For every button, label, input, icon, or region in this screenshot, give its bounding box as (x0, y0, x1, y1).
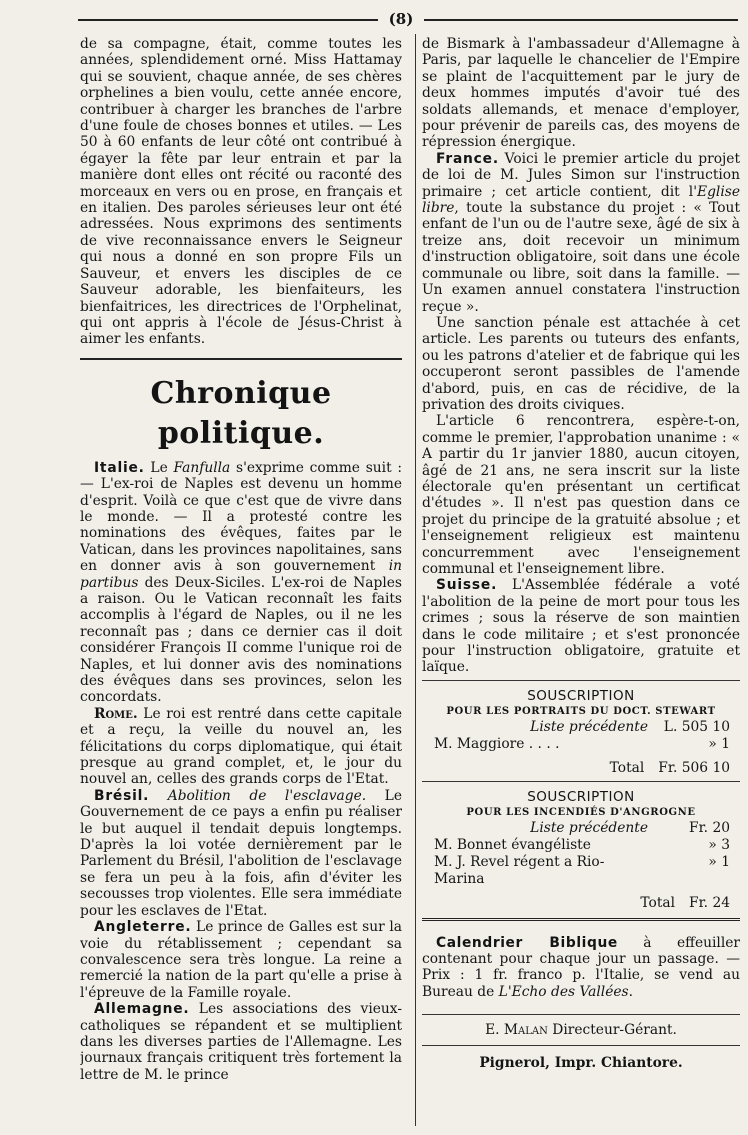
bresil-heading: Brésil. (94, 787, 150, 804)
sanction-paragraph: Une sanction pénale est attachée à cet article. Les parents ou tuteurs des enfants, ou les patrons d'atelier et de fabrique qui les occuperont seront passibles de l'amende d'abord, puis, en cas de récidive, de la privation des droits civiques. (422, 314, 740, 413)
subscription-stewart (422, 687, 740, 719)
calendar-notice: Calendrier Biblique à effeuiller contenant pour chaque jour un passage. — Prix : 1 fr. franco p. l'Italie, se vend au Bureau de L'Echo des Vallées. (422, 934, 740, 1000)
column-divider (415, 34, 416, 1126)
bresil-paragraph: Brésil. Abolition de l'esclavage. Le Gouvernement de ce pays a enfin pu réaliser le but auquel il tendait depuis longtemps. D'après la loi votée dernièrement par le Parlement du Brésil, l'abolition de l'esclavage se fera un peu à la fois, afin d'éviter les secousses trop violentes. Elle sera immédiate pour les esclaves de l'Etat. (80, 787, 402, 919)
subscription-title: SOUSCRIPTION (527, 788, 635, 805)
subscription-angrogne (422, 788, 740, 820)
angleterre-heading: Angleterre. (94, 919, 192, 936)
total-row: Total Fr. 24 (640, 894, 730, 911)
header-rule-left (78, 19, 378, 21)
separator (422, 781, 740, 782)
italie-paragraph: Italie. Le Fanfulla s'exprime comme suit : — L'ex-roi de Naples est devenu un homme d'esprit. Voilà ce que c'est que de vivre dans le monde. — Il a protesté contre les nominations des évêques, faites par le Vatican, dans les provinces napolitaines, sans en donner avis à son gouvernement in partibus des Deux-Siciles. L'ex-roi de Naples a raison. Ou le Vatican reconnaît les faits accomplis à l'égard de Naples, ou il ne les reconnaît pas ; dans ce dernier cas il doit considérer François II comme l'unique roi de Naples, et lui donner avis des nominations des évêques dans ses provinces, selon les concordats. (80, 459, 402, 706)
subscription-subtitle: POUR LES PORTRAITS DU DOCT. STEWART (446, 705, 716, 717)
orphanage-paragraph: de sa compagne, était, comme toutes les années, splendidement orné. Miss Hattamay qui se souvient, chaque année, de ses chères orphelines a bien voulu, cette année encore, contribuer à charger les branches de l'arbre d'une foule de choses bonnes et utiles. — Les 50 à 60 enfants de leur côté ont contribué à égayer la fête par leur entrain et par la manière dont elles ont récité ou raconté des morceaux en vers ou en prose, en français et en italien. Des paroles sérieuses leur ont été adressées. Nous exprimons des sentiments de vive reconnaissance envers le Seigneur qui nous a donné en son propre Fils un Sauveur, et envers les disciples de ce Sauveur adorable, les bienfaiteurs, les bienfaitrices, les directrices de l'Orphelinat, qui ont appris à l'école de Jésus-Christ à aimer les enfants. (80, 36, 402, 348)
donor-row: M. Bonnet évangéliste » 3 (434, 836, 730, 853)
bismark-paragraph: de Bismark à l'ambassadeur d'Allemagne à Paris, par laquelle le chancelier de l'Empire se plaint de l'acquittement par le jury de deux hommes imputés d'avoir tué des soldats allemands, et menace d'employer, pour prévenir de pareils cas, des moyens de répression énergique. (422, 36, 740, 151)
header-rule-right (424, 19, 738, 21)
article6-paragraph: L'article 6 rencontrera, espère-t-on, comme le premier, l'approbation unanime : « A partir du 1r janvier 1880, aucun citoyen, âgé de 21 ans, ne sera inscrit sur la liste électorale qu'en présentant un certificat d'études ». Il n'est pas question dans ce projet du principe de la gratuité absolue ; et l'enseignement religieux est maintenu concurremment avec l'enseignement communal et l'enseignement libre. (422, 413, 740, 577)
subscription-subtitle: POUR LES INCENDIÉS D'ANGROGNE (466, 806, 696, 818)
right-column (422, 36, 740, 1072)
france-heading: France. (436, 150, 499, 167)
allemagne-paragraph: Allemagne. Les associations des vieux-catholiques se répandent et se multiplient dans les diverses parties de l'Allemagne. Les journaux français critiquent très fortement la lettre de M. le prince (80, 1001, 402, 1083)
suisse-paragraph: Suisse. L'Assemblée fédérale a voté l'abolition de la peine de mort pour tous les crimes ; sous la réserve de son maintien dans le code militaire ; et s'est prononcée pour l'instruction obligatoire, gratuite et laïque. (422, 577, 740, 676)
france-paragraph: France. Voici le premier article du projet de loi de M. Jules Simon sur l'instruction primaire ; cet article contient, dit l'Eglise libre, toute la substance du projet : « Tout enfant de l'un ou de l'autre sexe, âgé de six à treize ans, doit recevoir un minimum d'instruction obligatoire, soit dans une école communale ou libre, soit dans la famille. — Un examen annuel constatera l'instruction reçue ». (422, 150, 740, 315)
double-rule (422, 918, 740, 921)
separator (422, 1045, 740, 1046)
allemagne-heading: Allemagne. (94, 1001, 190, 1018)
left-column (80, 36, 402, 1083)
rome-heading: Rome. (94, 705, 138, 722)
donor-row: M. J. Revel régent a Rio-Marina » 1 (434, 853, 730, 887)
previous-list-row: Liste précédente Fr. 20 (530, 819, 730, 836)
suisse-heading: Suisse. (436, 577, 498, 594)
italie-heading: Italie. (94, 459, 145, 476)
previous-list-row: Liste précédente L. 505 10 (530, 718, 730, 735)
total-row: Total Fr. 506 10 (609, 759, 730, 776)
separator (422, 1014, 740, 1015)
separator (422, 680, 740, 681)
printer-line: Pignerol, Impr. Chiantore. (479, 1055, 683, 1072)
manager-name: E. Malan (485, 1022, 548, 1039)
rome-paragraph: Rome. Le roi est rentré dans cette capitale et a reçu, la veille du nouvel an, les félicitations du corps diplomatique, qui était presque au grand complet, et, le jour du nouvel an, celles des grands corps de l'Etat. (80, 705, 402, 788)
subscription-title: SOUSCRIPTION (527, 687, 635, 704)
donor-row: M. Maggiore . . . . » 1 (434, 735, 730, 752)
angleterre-paragraph: Angleterre. Le prince de Galles est sur la voie du rétablissement ; cependant sa convalescence sera très longue. La reine a remercié la nation de la part qu'elle a prise à l'épreuve de la Famille royale. (80, 919, 402, 1001)
page-header (78, 10, 738, 28)
section-title: Chronique politique. (80, 358, 402, 454)
calendar-heading: Calendrier Biblique (436, 934, 618, 951)
manager-title: Directeur-Gérant. (552, 1022, 677, 1039)
page-number: (8) (388, 10, 414, 28)
manager-line (422, 1021, 740, 1039)
